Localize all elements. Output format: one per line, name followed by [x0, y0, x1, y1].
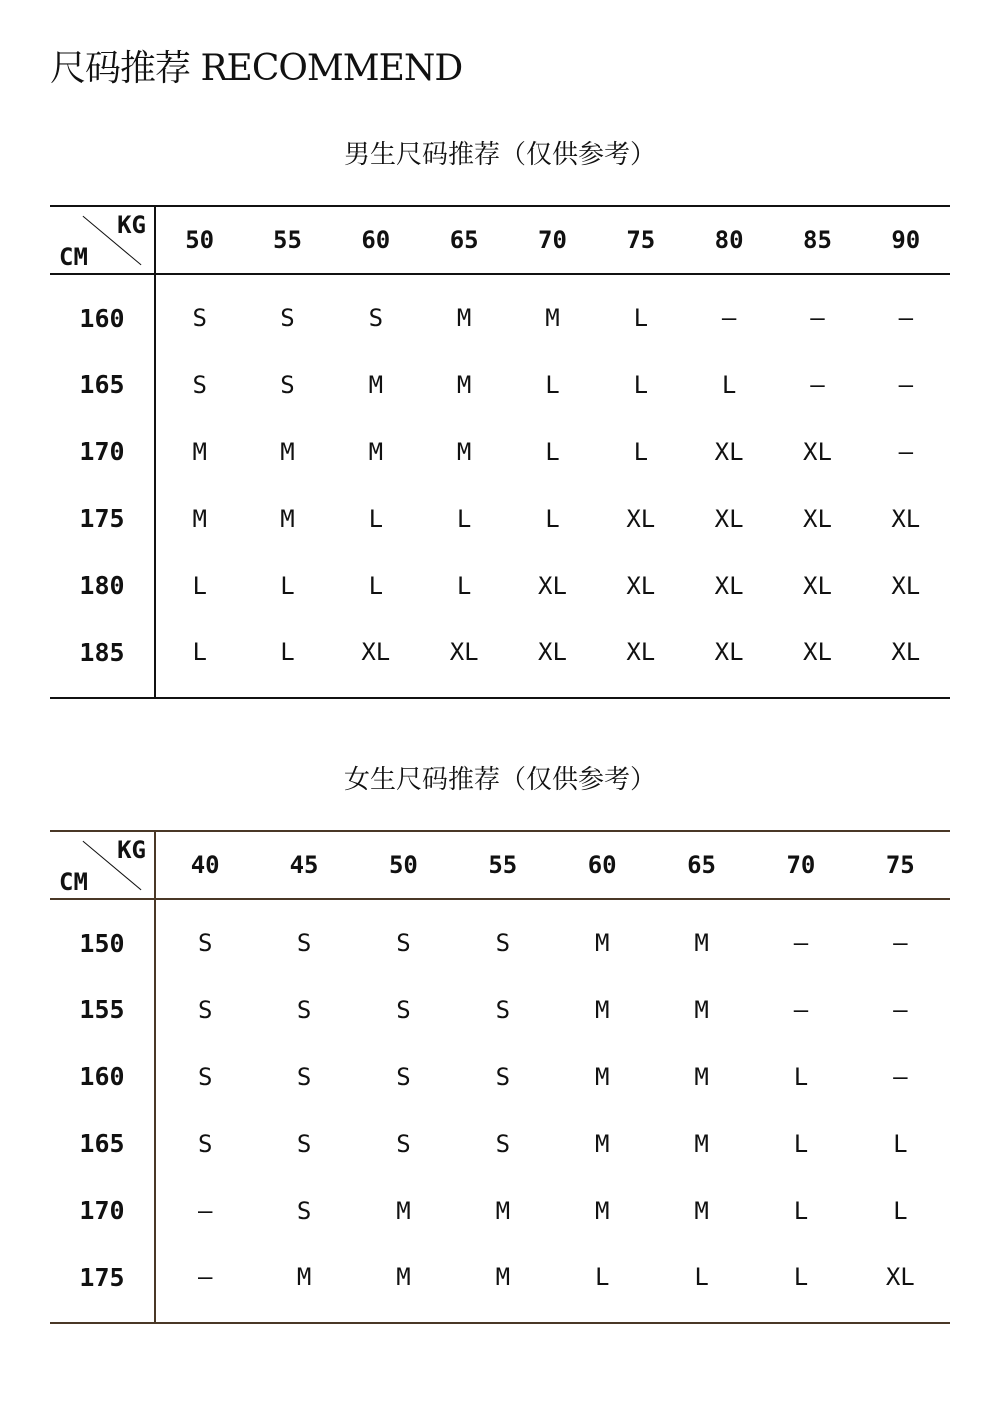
weight-header: 50 — [354, 831, 453, 899]
height-header: 180 — [50, 552, 155, 619]
size-cell: S — [296, 995, 312, 1024]
size-cell: S — [192, 370, 207, 399]
women-header-row — [50, 831, 950, 899]
height-header: 165 — [50, 351, 155, 418]
size-cell: L — [694, 1263, 709, 1291]
height-header: 175 — [50, 1244, 155, 1323]
size-cell: L — [545, 437, 560, 466]
size-cell: S — [197, 1129, 213, 1158]
size-cell: — — [721, 304, 737, 332]
men-table-row — [50, 485, 950, 552]
height-header: 170 — [50, 1177, 155, 1244]
men-header-row — [50, 206, 950, 274]
size-cell: M — [694, 1062, 709, 1091]
size-cell: S — [396, 995, 411, 1024]
size-cell: XL — [803, 571, 832, 600]
size-cell: S — [396, 1062, 411, 1091]
size-cell: S — [296, 929, 312, 957]
size-cell: M — [368, 437, 384, 466]
size-cell: L — [368, 504, 384, 533]
men-corner-cell — [50, 206, 155, 274]
women-table-row — [50, 1110, 950, 1177]
women-table-row — [50, 1177, 950, 1244]
height-header: 165 — [50, 1110, 155, 1177]
women-table-row — [50, 1043, 950, 1110]
page-title: 尺码推荐 RECOMMEND — [50, 48, 463, 89]
size-cell: S — [396, 929, 411, 957]
size-cell: XL — [714, 504, 744, 533]
size-cell: — — [893, 995, 908, 1024]
weight-header: 40 — [155, 831, 254, 899]
weight-header: 55 — [243, 206, 331, 274]
size-cell: M — [368, 370, 384, 399]
weight-header: 70 — [751, 831, 850, 899]
size-cell: L — [594, 1263, 610, 1291]
size-cell: M — [396, 1263, 411, 1291]
size-cell: L — [793, 1062, 809, 1091]
men-table-row — [50, 351, 950, 418]
weight-header: 65 — [420, 206, 508, 274]
women-table-row — [50, 976, 950, 1043]
size-cell: M — [594, 1129, 610, 1158]
size-cell: M — [495, 1263, 511, 1291]
men-table-row — [50, 552, 950, 619]
size-cell: S — [197, 929, 213, 957]
size-cell: M — [280, 437, 295, 466]
size-cell: — — [898, 370, 914, 399]
size-cell: XL — [803, 437, 832, 466]
weight-header: 45 — [254, 831, 353, 899]
weight-header: 75 — [851, 831, 950, 899]
size-cell: L — [456, 504, 472, 533]
size-cell: M — [192, 504, 207, 533]
size-cell: — — [893, 929, 908, 957]
men-table-body — [50, 206, 950, 698]
size-cell: S — [495, 1062, 511, 1091]
size-cell: — — [810, 304, 825, 332]
weight-header: 70 — [508, 206, 596, 274]
women-table-row — [50, 1244, 950, 1323]
weight-header: 60 — [332, 206, 420, 274]
size-cell: XL — [714, 437, 744, 466]
size-cell: S — [368, 304, 384, 332]
size-cell: S — [197, 995, 213, 1024]
height-unit-label: CM — [59, 868, 88, 896]
weight-header: 65 — [652, 831, 751, 899]
weight-header: 85 — [773, 206, 861, 274]
size-cell: M — [694, 1129, 709, 1158]
size-cell: M — [545, 304, 560, 332]
weight-unit-label: KG — [117, 836, 146, 864]
height-header: 160 — [50, 274, 155, 351]
weight-unit-label: KG — [117, 211, 146, 239]
size-cell: XL — [891, 571, 921, 600]
size-cell: L — [192, 638, 207, 666]
size-cell: S — [296, 1196, 312, 1225]
size-cell: XL — [803, 638, 832, 666]
height-header: 160 — [50, 1043, 155, 1110]
size-cell: S — [296, 1062, 312, 1091]
weight-header: 80 — [685, 206, 773, 274]
size-cell: M — [396, 1196, 411, 1225]
height-header: 170 — [50, 418, 155, 485]
size-cell: M — [456, 437, 472, 466]
height-header: 185 — [50, 619, 155, 698]
men-size-table — [50, 205, 950, 699]
size-cell: L — [721, 370, 737, 399]
size-cell: S — [495, 995, 511, 1024]
size-cell: M — [694, 995, 709, 1024]
weight-header: 90 — [862, 206, 950, 274]
size-cell: XL — [891, 638, 921, 666]
size-cell: — — [898, 304, 914, 332]
height-unit-label: CM — [59, 243, 88, 271]
size-cell: S — [280, 304, 295, 332]
size-cell: M — [594, 1196, 610, 1225]
size-cell: L — [456, 571, 472, 600]
size-cell: — — [810, 370, 825, 399]
women-section-title: 女生尺码推荐（仅供参考） — [343, 765, 656, 795]
size-cell: XL — [449, 638, 479, 666]
women-corner-cell — [50, 831, 155, 899]
height-header: 175 — [50, 485, 155, 552]
men-table-row — [50, 619, 950, 698]
size-cell: M — [694, 1196, 709, 1225]
size-cell: S — [192, 304, 207, 332]
weight-header: 55 — [453, 831, 552, 899]
size-cell: S — [280, 370, 295, 399]
size-cell: M — [456, 304, 472, 332]
weight-header: 75 — [597, 206, 685, 274]
size-cell: L — [893, 1196, 908, 1225]
size-cell: L — [545, 504, 560, 533]
weight-header: 60 — [553, 831, 652, 899]
size-cell: L — [633, 437, 649, 466]
height-header: 155 — [50, 976, 155, 1043]
size-cell: L — [280, 638, 295, 666]
size-cell: S — [495, 929, 511, 957]
size-cell: M — [594, 995, 610, 1024]
size-cell: L — [280, 571, 295, 600]
size-cell: M — [495, 1196, 511, 1225]
size-cell: M — [192, 437, 207, 466]
size-cell: M — [594, 929, 610, 957]
size-cell: — — [793, 995, 809, 1024]
size-cell: XL — [626, 504, 656, 533]
men-section-title: 男生尺码推荐（仅供参考） — [343, 140, 656, 170]
size-cell: L — [633, 370, 649, 399]
size-cell: L — [793, 1196, 809, 1225]
size-cell: L — [633, 304, 649, 332]
size-cell: L — [368, 571, 384, 600]
size-cell: M — [594, 1062, 610, 1091]
height-header: 150 — [50, 899, 155, 976]
size-cell: — — [898, 437, 914, 466]
size-cell: L — [793, 1263, 809, 1291]
size-cell: M — [296, 1263, 312, 1291]
size-cell: L — [793, 1129, 809, 1158]
men-table-row — [50, 418, 950, 485]
women-table-body — [50, 831, 950, 1323]
size-cell: M — [694, 929, 709, 957]
size-cell: — — [793, 929, 809, 957]
size-cell: XL — [538, 638, 567, 666]
size-cell: S — [296, 1129, 312, 1158]
size-cell: XL — [538, 571, 567, 600]
size-cell: XL — [714, 571, 744, 600]
size-cell: XL — [891, 504, 921, 533]
size-cell: S — [396, 1129, 411, 1158]
size-cell: XL — [626, 638, 656, 666]
size-cell: XL — [885, 1263, 915, 1291]
size-cell: — — [197, 1196, 213, 1225]
size-cell: XL — [803, 504, 832, 533]
size-cell: S — [197, 1062, 213, 1091]
size-cell: — — [893, 1062, 908, 1091]
size-cell: L — [545, 370, 560, 399]
women-size-table — [50, 830, 950, 1324]
men-table-row — [50, 274, 950, 351]
size-cell: — — [197, 1263, 213, 1291]
women-table-row — [50, 899, 950, 976]
size-cell: XL — [714, 638, 744, 666]
size-cell: L — [893, 1129, 908, 1158]
size-cell: XL — [361, 638, 391, 666]
size-cell: M — [456, 370, 472, 399]
size-cell: XL — [626, 571, 656, 600]
weight-header: 50 — [155, 206, 243, 274]
size-cell: L — [192, 571, 207, 600]
size-cell: M — [280, 504, 295, 533]
size-cell: S — [495, 1129, 511, 1158]
